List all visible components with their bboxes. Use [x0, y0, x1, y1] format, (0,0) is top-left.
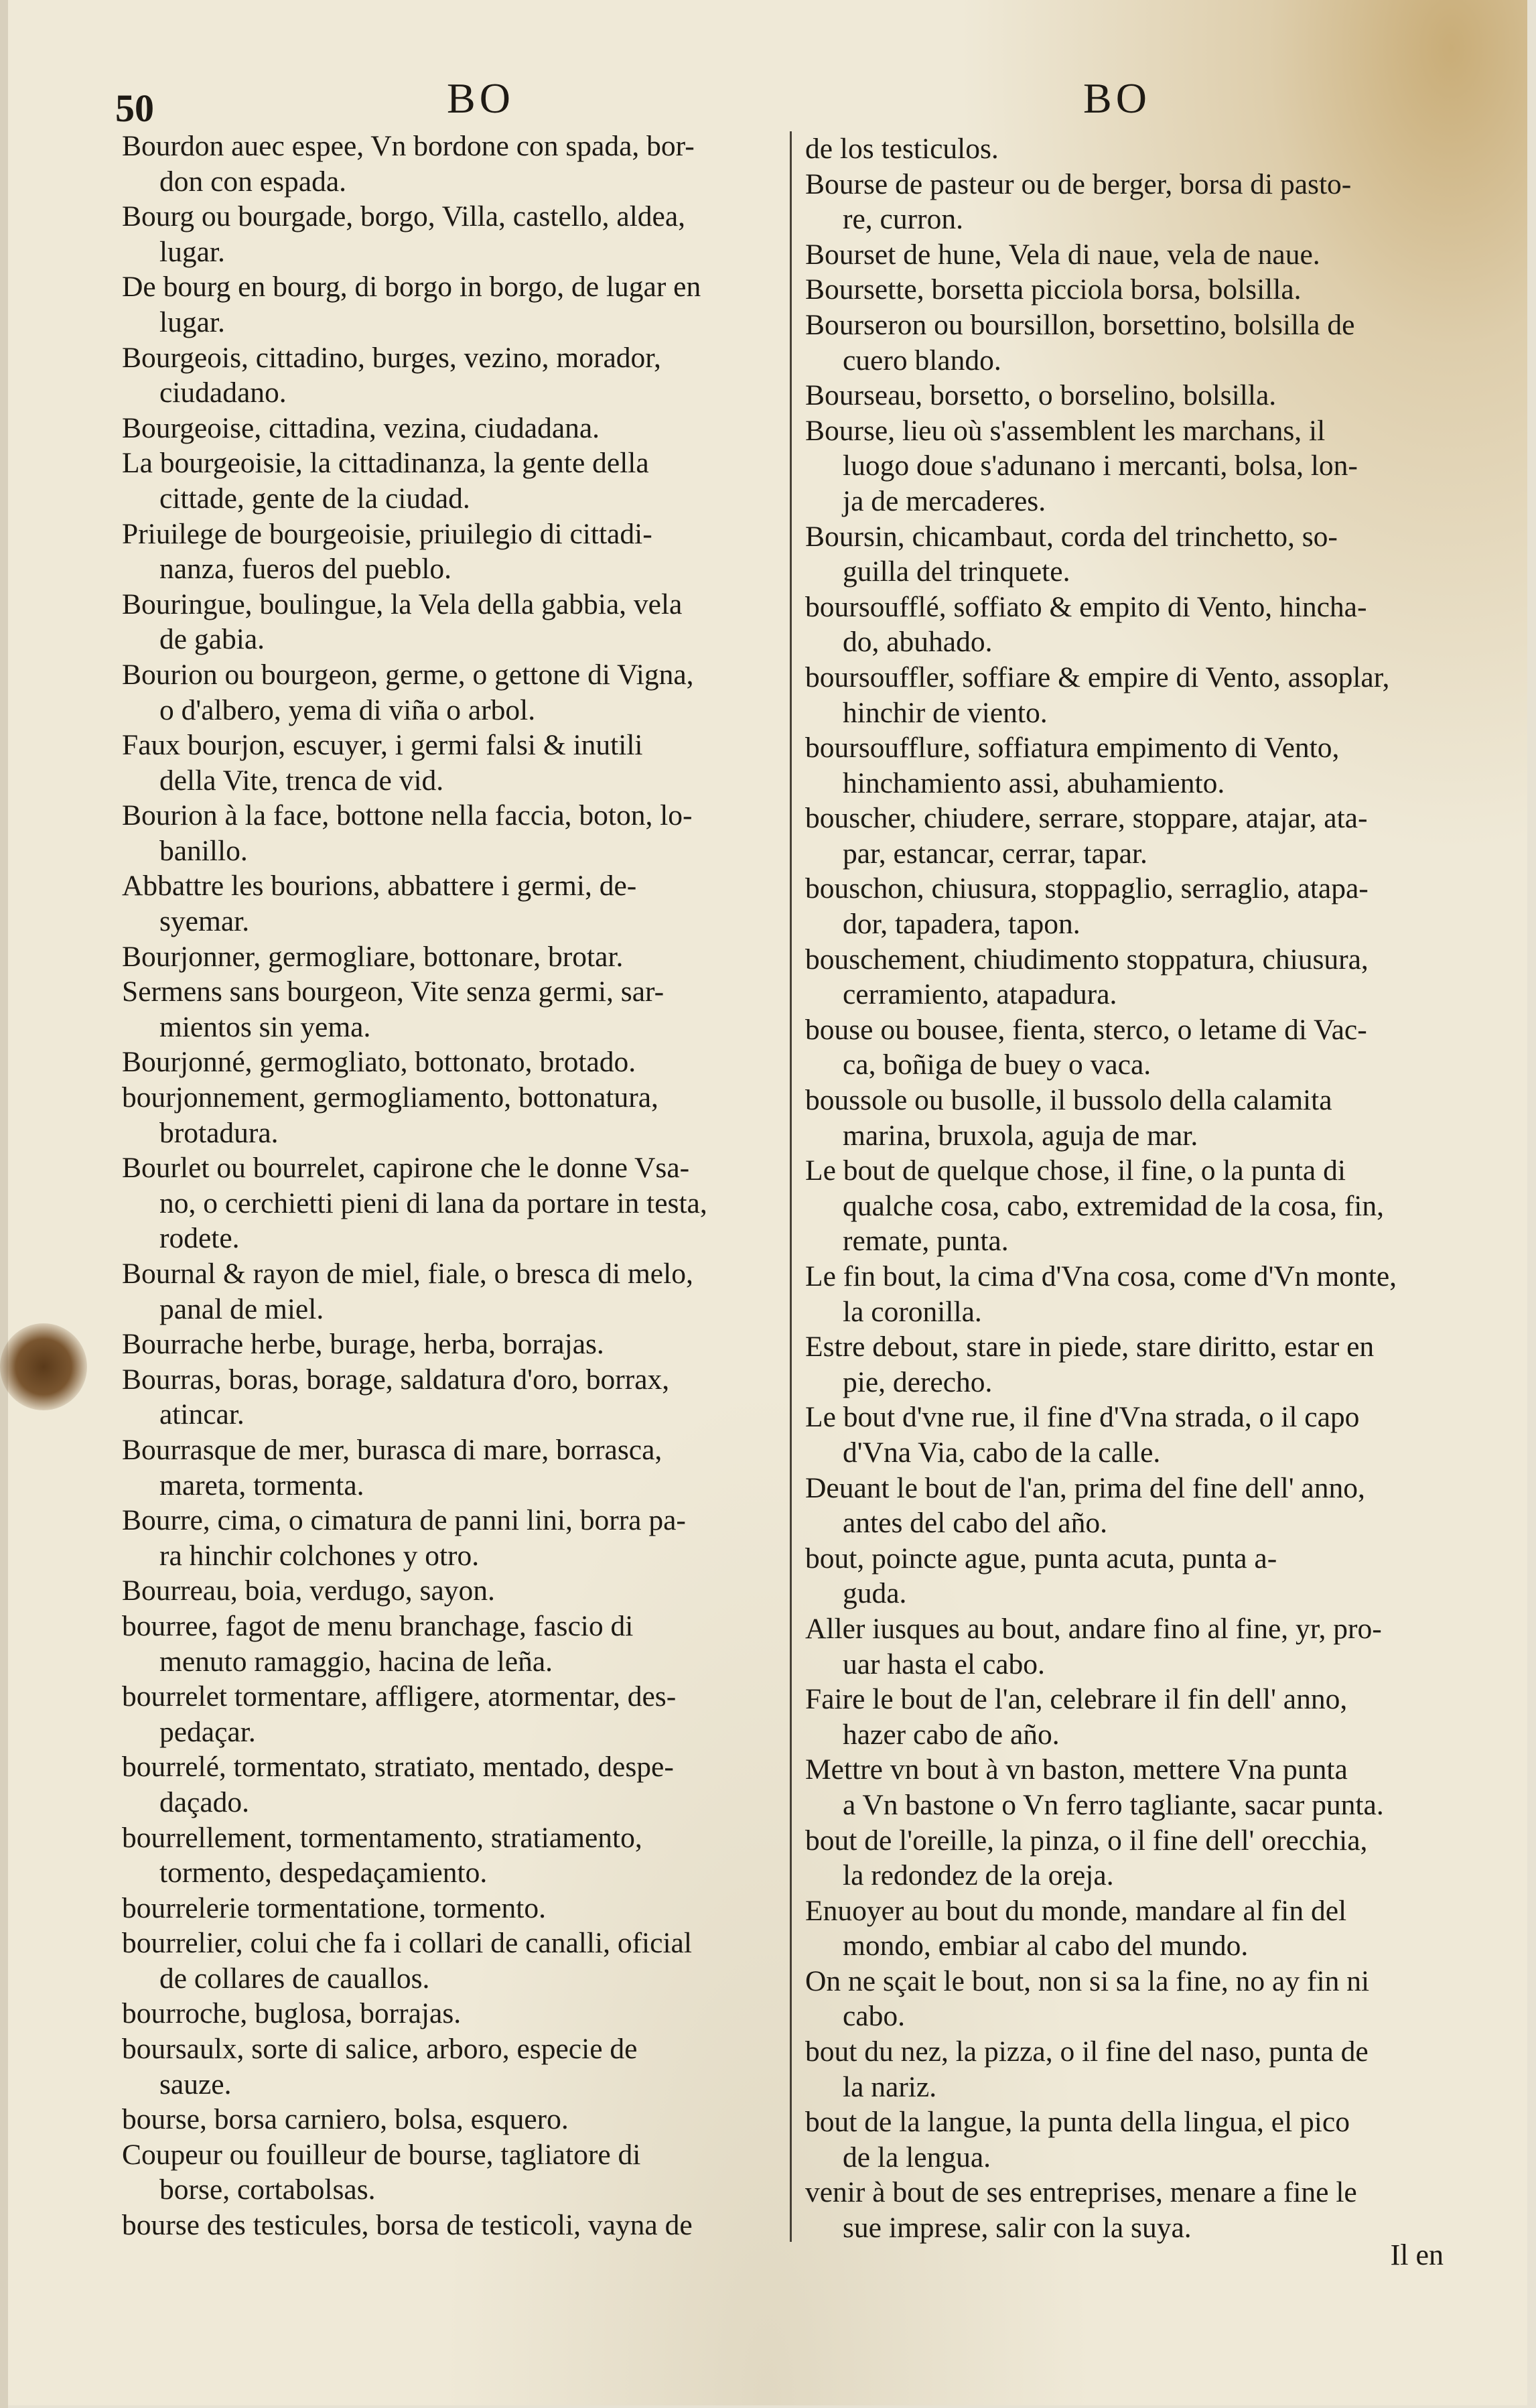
dictionary-line: dor, tapadera, tapon.: [843, 908, 1080, 941]
dictionary-line: Bourras, boras, borage, saldatura d'oro, borrax,: [122, 1363, 670, 1396]
dictionary-line: della Vite, trenca de vid.: [159, 764, 444, 797]
dictionary-line: Bourre, cima, o cimatura de panni lini, borra pa-: [122, 1504, 686, 1537]
dictionary-line: Estre debout, stare in piede, stare diritto, estar en: [805, 1331, 1375, 1363]
dictionary-line: hinchamiento assi, abuhamiento.: [843, 766, 1225, 799]
dictionary-line: la nariz.: [843, 2070, 937, 2103]
dictionary-line: Priuilege de bourgeoisie, priuilegio di cittadi-: [122, 517, 652, 550]
dictionary-line: Bourrache herbe, burage, herba, borrajas.: [122, 1328, 604, 1361]
dictionary-line: Bourseau, borsetto, o borselino, bolsilla.: [805, 379, 1277, 412]
dictionary-line: Deuant le bout de l'an, prima del fine dell' anno,: [805, 1471, 1365, 1504]
dictionary-line: bourrelé, tormentato, stratiato, mentado, despe-: [122, 1751, 674, 1784]
page-number: 50: [115, 86, 154, 130]
dictionary-line: de la lengua.: [843, 2141, 991, 2173]
dictionary-line: bourse, borsa carniero, bolsa, esquero.: [122, 2103, 569, 2136]
dictionary-line: mientos sin yema.: [159, 1010, 371, 1043]
dictionary-line: Bourdon auec espee, Vn bordone con spada, bor-: [122, 130, 695, 162]
dictionary-line: cittade, gente de la ciudad.: [159, 482, 470, 515]
dictionary-line: La bourgeoisie, la cittadinanza, la gente della: [122, 447, 649, 480]
dictionary-line: Le fin bout, la cima d'Vna cosa, come d'Vn monte,: [805, 1260, 1397, 1292]
dictionary-line: tormento, despedaçamiento.: [159, 1857, 488, 1889]
dictionary-line: la coronilla.: [843, 1295, 982, 1328]
dictionary-line: Boursette, borsetta picciola borsa, bolsilla.: [805, 273, 1302, 306]
dictionary-line: boursoufflure, soffiatura empimento di Vento,: [805, 732, 1340, 764]
dictionary-line: banillo.: [159, 834, 248, 867]
dictionary-line: boursaulx, sorte di salice, arboro, especie de: [122, 2033, 638, 2066]
dictionary-line: brotadura.: [159, 1116, 279, 1149]
catchword: Il en: [1390, 2238, 1444, 2271]
dictionary-line: Coupeur ou fouilleur de bourse, tagliatore di: [122, 2138, 641, 2171]
dictionary-line: marina, bruxola, aguja de mar.: [843, 1119, 1198, 1152]
dictionary-line: venir à bout de ses entreprises, menare a fine le: [805, 2176, 1357, 2209]
dictionary-line: Enuoyer au bout du monde, mandare al fin del: [805, 1894, 1347, 1927]
dictionary-line: Faire le bout de l'an, celebrare il fin dell' anno,: [805, 1683, 1348, 1716]
dictionary-line: par, estancar, cerrar, tapar.: [843, 837, 1147, 870]
dictionary-line: hazer cabo de año.: [843, 1718, 1060, 1751]
dictionary-line: Le bout d'vne rue, il fine d'Vna strada, o il capo: [805, 1401, 1360, 1434]
dictionary-line: hinchir de viento.: [843, 696, 1048, 729]
dictionary-line: cerramiento, atapadura.: [843, 978, 1117, 1011]
dictionary-line: uar hasta el cabo.: [843, 1648, 1045, 1680]
dictionary-line: bout du nez, la pizza, o il fine del naso, punta de: [805, 2035, 1369, 2068]
dictionary-line: do, abuhado.: [843, 626, 993, 659]
dictionary-line: bout de l'oreille, la pinza, o il fine dell' orecchia,: [805, 1824, 1368, 1857]
dictionary-line: o d'albero, yema di viña o arbol.: [159, 693, 536, 726]
dictionary-line: bout, poincte ague, punta acuta, punta a-: [805, 1542, 1277, 1575]
dictionary-line: Abbattre les bourions, abbattere i germi, de-: [122, 870, 637, 902]
dictionary-line: ca, boñiga de buey o vaca.: [843, 1049, 1151, 1081]
dictionary-line: Bournal & rayon de miel, fiale, o bresca di melo,: [122, 1258, 693, 1290]
dictionary-line: Le bout de quelque chose, il fine, o la punta di: [805, 1154, 1346, 1187]
dictionary-line: Bourgeoise, cittadina, vezina, ciudadana.: [122, 411, 600, 444]
dictionary-line: a Vn bastone o Vn ferro tagliante, sacar punta.: [843, 1788, 1384, 1821]
dictionary-line: De bourg en bourg, di borgo in borgo, de lugar en: [122, 271, 701, 304]
dictionary-line: Faux bourjon, escuyer, i germi falsi & inutili: [122, 729, 643, 762]
book-page: [8, 0, 1527, 2405]
dictionary-line: Bourg ou bourgade, borgo, Villa, castello, aldea,: [122, 200, 686, 233]
dictionary-line: de collares de cauallos.: [159, 1962, 430, 1995]
dictionary-line: Bourion à la face, bottone nella faccia, boton, lo-: [122, 799, 693, 832]
dictionary-line: boussole ou busolle, il bussolo della calamita: [805, 1084, 1332, 1117]
ink-stain: [0, 1323, 87, 1410]
dictionary-line: Bourjonné, germogliato, bottonato, brotado.: [122, 1046, 636, 1079]
dictionary-line: Aller iusques au bout, andare fino al fine, yr, pro-: [805, 1612, 1382, 1645]
dictionary-line: la redondez de la oreja.: [843, 1859, 1114, 1892]
dictionary-line: bourrelet tormentare, affligere, atormentar, des-: [122, 1680, 677, 1713]
dictionary-line: mareta, tormenta.: [159, 1469, 364, 1501]
dictionary-line: Bourse, lieu où s'assemblent les marchans, il: [805, 414, 1326, 447]
left-column: [122, 129, 785, 2243]
dictionary-line: Bourion ou bourgeon, germe, o gettone di Vigna,: [122, 658, 694, 691]
dictionary-line: lugar.: [159, 235, 225, 268]
dictionary-line: Mettre vn bout à vn baston, mettere Vna punta: [805, 1753, 1348, 1786]
dictionary-line: sauze.: [159, 2068, 232, 2100]
page-edge: [0, 0, 8, 2408]
dictionary-line: guilla del trinquete.: [843, 555, 1070, 588]
dictionary-line: Bourlet ou bourrelet, capirone che le donne Vsa-: [122, 1152, 690, 1185]
dictionary-line: don con espada.: [159, 165, 347, 198]
dictionary-line: bourrelier, colui che fa i collari de canalli, oficial: [122, 1927, 692, 1960]
dictionary-line: rodete.: [159, 1222, 240, 1255]
dictionary-line: ra hinchir colchones y otro.: [159, 1539, 480, 1572]
dictionary-line: mondo, embiar al cabo del mundo.: [843, 1930, 1249, 1962]
dictionary-line: Bourreau, boia, verdugo, sayon.: [122, 1575, 495, 1607]
dictionary-line: luogo doue s'adunano i mercanti, bolsa, lon-: [843, 450, 1358, 482]
dictionary-line: cabo.: [843, 2000, 905, 2033]
dictionary-line: cuero blando.: [843, 344, 1001, 377]
dictionary-line: bouscher, chiudere, serrare, stoppare, atajar, ata-: [805, 802, 1368, 835]
dictionary-line: On ne sçait le bout, non si sa la fine, no ay fin ni: [805, 1964, 1370, 1997]
dictionary-line: d'Vna Via, cabo de la calle.: [843, 1436, 1161, 1469]
dictionary-line: Bourrasque de mer, burasca di mare, borrasca,: [122, 1433, 662, 1466]
dictionary-line: Bourgeois, cittadino, burges, vezino, morador,: [122, 341, 661, 374]
dictionary-line: borse, cortabolsas.: [159, 2173, 376, 2206]
dictionary-line: boursoufflé, soffiato & empito di Vento, hincha-: [805, 590, 1367, 623]
dictionary-line: pedaçar.: [159, 1715, 256, 1748]
dictionary-line: sue imprese, salir con la suya.: [843, 2212, 1192, 2245]
dictionary-line: bouschon, chiusura, stoppaglio, serraglio, atapa-: [805, 872, 1369, 905]
dictionary-line: antes del cabo del año.: [843, 1507, 1107, 1540]
dictionary-line: syemar.: [159, 905, 250, 938]
column-divider: [790, 131, 792, 2242]
dictionary-line: pie, derecho.: [843, 1365, 993, 1398]
dictionary-line: Bourse de pasteur ou de berger, borsa di pasto-: [805, 168, 1352, 200]
dictionary-line: guda.: [843, 1577, 907, 1610]
dictionary-line: bourroche, buglosa, borrajas.: [122, 1997, 462, 2030]
dictionary-line: panal de miel.: [159, 1292, 324, 1325]
dictionary-line: Bourjonner, germogliare, bottonare, brotar.: [122, 940, 624, 973]
dictionary-line: boursouffler, soffiare & empire di Vento, assoplar,: [805, 661, 1390, 693]
dictionary-line: remate, punta.: [843, 1225, 1009, 1258]
dictionary-line: de gabia.: [159, 623, 265, 656]
running-head-right: BO: [1083, 74, 1151, 122]
dictionary-line: bourse des testicules, borsa de testicoli, vayna de: [122, 2209, 693, 2242]
dictionary-line: atincar.: [159, 1398, 245, 1431]
dictionary-line: Sermens sans bourgeon, Vite senza germi, sar-: [122, 976, 665, 1008]
dictionary-line: bourrelerie tormentatione, tormento.: [122, 1891, 546, 1924]
dictionary-line: bourjonnement, germogliamento, bottonatura,: [122, 1081, 658, 1114]
dictionary-line: lugar.: [159, 306, 225, 338]
dictionary-line: ja de mercaderes.: [843, 484, 1046, 517]
right-column: [805, 131, 1478, 2246]
dictionary-line: qualche cosa, cabo, extremidad de la cosa, fin,: [843, 1189, 1385, 1222]
dictionary-line: menuto ramaggio, hacina de leña.: [159, 1645, 553, 1678]
dictionary-line: nanza, fueros del pueblo.: [159, 553, 452, 586]
dictionary-line: no, o cerchietti pieni di lana da portare in testa,: [159, 1187, 707, 1219]
dictionary-line: bouse ou bousee, fienta, sterco, o letame di Vac-: [805, 1013, 1367, 1046]
dictionary-line: Bouringue, boulingue, la Vela della gabbia, vela: [122, 588, 683, 620]
dictionary-line: bourree, fagot de menu branchage, fascio di: [122, 1609, 634, 1642]
dictionary-line: bourrellement, tormentamento, stratiamento,: [122, 1821, 642, 1854]
dictionary-line: re, curron.: [843, 203, 963, 236]
dictionary-line: bout de la langue, la punta della lingua, el pico: [805, 2106, 1350, 2139]
dictionary-line: Bourset de hune, Vela di naue, vela de naue.: [805, 238, 1320, 271]
dictionary-line: daçado.: [159, 1786, 250, 1818]
dictionary-line: Bourseron ou boursillon, borsettino, bolsilla de: [805, 308, 1355, 341]
dictionary-line: ciudadano.: [159, 377, 287, 409]
dictionary-line: Boursin, chicambaut, corda del trinchetto, so-: [805, 520, 1338, 553]
dictionary-line: bouschement, chiudimento stoppatura, chiusura,: [805, 943, 1369, 976]
dictionary-line: de los testiculos.: [805, 133, 999, 165]
running-head-left: BO: [447, 74, 514, 122]
